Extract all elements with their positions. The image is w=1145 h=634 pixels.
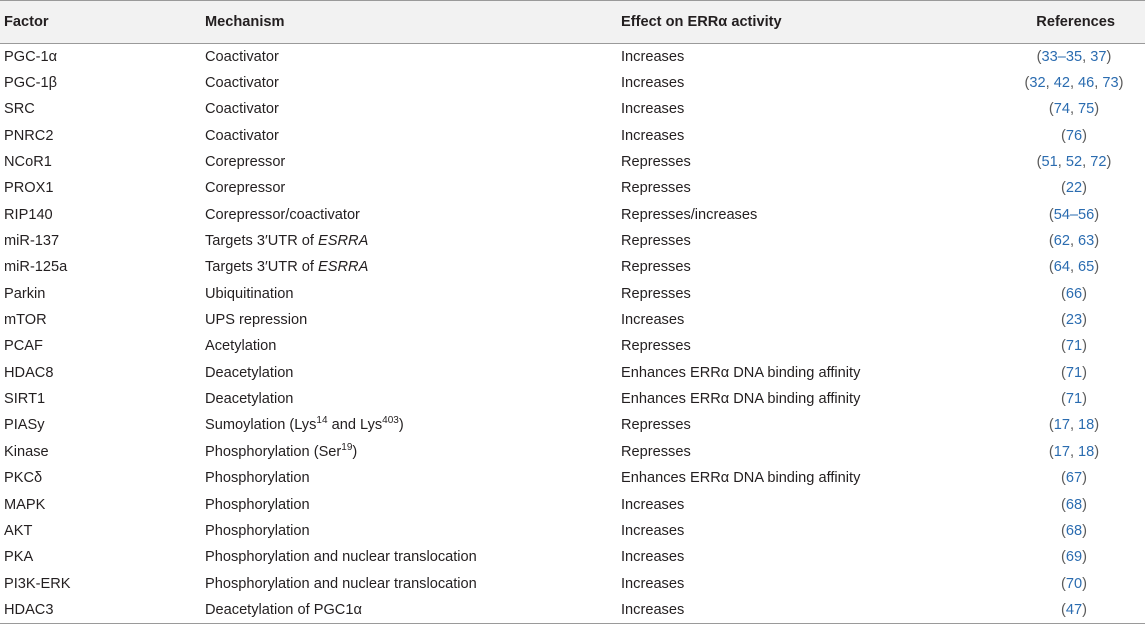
cell-effect: Enhances ERRα DNA binding affinity <box>621 391 861 408</box>
cell-references: (32, 42, 46, 73) <box>1024 75 1124 92</box>
header-mechanism: Mechanism <box>205 1 621 44</box>
table-row <box>0 175 1145 201</box>
cell-effect: Increases <box>621 575 685 592</box>
header-row <box>0 1 1145 44</box>
cell-references: (71) <box>1061 391 1087 408</box>
cell-mechanism: Coactivator <box>205 75 279 92</box>
reference-link[interactable]: 23 <box>1065 312 1083 329</box>
cell-mechanism: Corepressor <box>205 180 286 197</box>
cell-references: (68) <box>1061 522 1087 539</box>
table-row <box>0 228 1145 254</box>
reference-link[interactable]: 68 <box>1065 522 1083 539</box>
cell-factor: PIASy <box>4 417 45 434</box>
reference-link[interactable]: 71 <box>1065 364 1083 381</box>
table-row <box>0 465 1145 491</box>
cell-factor: HDAC8 <box>4 364 54 381</box>
cell-effect: Enhances ERRα DNA binding affinity <box>621 470 861 487</box>
cell-factor: SRC <box>4 101 35 118</box>
gene-name: ESRRA <box>318 259 369 276</box>
reference-link[interactable]: 75 <box>1078 101 1095 118</box>
cell-effect: Represses <box>621 443 691 460</box>
cell-references: (62, 63) <box>1048 233 1100 250</box>
cell-references: (17, 18) <box>1048 417 1100 434</box>
cell-factor: miR-137 <box>4 233 60 250</box>
cell-references: (22) <box>1061 180 1087 197</box>
cell-references: (64, 65) <box>1048 259 1100 276</box>
reference-link[interactable]: 51 <box>1041 154 1058 171</box>
table-row <box>0 570 1145 596</box>
cell-mechanism: Coactivator <box>205 127 279 144</box>
cell-mechanism: Phosphorylation and nuclear translocation <box>205 549 477 566</box>
cell-factor: Parkin <box>4 285 46 302</box>
cell-factor: PI3K-ERK <box>4 575 71 592</box>
cell-mechanism: Phosphorylation and nuclear translocation <box>205 575 477 592</box>
table-row <box>0 412 1145 438</box>
reference-link[interactable]: 46 <box>1078 75 1095 92</box>
cell-mechanism: Ubiquitination <box>205 285 294 302</box>
superscript: 403 <box>382 415 399 427</box>
cell-factor: PGC-1α <box>4 48 58 65</box>
cell-factor: miR-125a <box>4 259 68 276</box>
cell-factor: Kinase <box>4 443 49 460</box>
table-row <box>0 44 1145 70</box>
reference-link[interactable]: 68 <box>1065 496 1083 513</box>
cell-references: (76) <box>1061 127 1087 144</box>
cell-mechanism: Phosphorylation <box>205 496 310 513</box>
cell-factor: PKA <box>4 549 34 566</box>
cell-mechanism: Acetylation <box>205 338 277 355</box>
reference-link[interactable]: 22 <box>1065 180 1083 197</box>
cell-effect: Increases <box>621 48 685 65</box>
reference-link[interactable]: 37 <box>1090 48 1107 65</box>
reference-link[interactable]: 64 <box>1053 259 1070 276</box>
cell-references: (74, 75) <box>1048 101 1100 118</box>
cell-references: (68) <box>1061 496 1087 513</box>
reference-link[interactable]: 32 <box>1029 75 1046 92</box>
cell-effect: Increases <box>621 549 685 566</box>
table-row <box>0 96 1145 122</box>
cell-mechanism: Sumoylation (Lys$^{14}$ and Lys$^{403}$) <box>205 415 404 434</box>
cell-mechanism: Targets 3′UTR of ESRRA <box>205 259 369 276</box>
cell-references: (54–56) <box>1048 206 1100 223</box>
table-row <box>0 333 1145 359</box>
cell-references: (33–35, 37) <box>1036 48 1112 65</box>
reference-link[interactable]: 76 <box>1065 127 1083 144</box>
cell-references: (70) <box>1061 575 1087 592</box>
cell-effect: Represses <box>621 259 691 276</box>
reference-link[interactable]: 71 <box>1065 391 1083 408</box>
cell-references: (71) <box>1061 364 1087 381</box>
cell-mechanism: Coactivator <box>205 101 279 118</box>
cell-factor: PKCδ <box>4 470 43 487</box>
cell-factor: PNRC2 <box>4 127 54 144</box>
cell-references: (47) <box>1003 597 1145 623</box>
cell-factor: SIRT1 <box>4 391 46 408</box>
cell-effect: Increases <box>621 597 1003 623</box>
table-row <box>0 123 1145 149</box>
cell-effect: Increases <box>621 127 685 144</box>
superscript: 14 <box>316 415 328 427</box>
reference-link[interactable]: 52 <box>1065 154 1083 171</box>
cell-mechanism: UPS repression <box>205 312 308 329</box>
reference-link[interactable]: 62 <box>1053 233 1070 250</box>
reference-link[interactable]: 69 <box>1065 549 1083 566</box>
table-row <box>0 149 1145 175</box>
cell-factor: MAPK <box>4 496 46 513</box>
reference-link[interactable]: 65 <box>1078 259 1095 276</box>
reference-link[interactable]: 47 <box>1065 601 1083 618</box>
gene-name: ESRRA <box>318 233 369 250</box>
cell-mechanism: Targets 3′UTR of ESRRA <box>205 233 369 250</box>
cell-factor: PCAF <box>4 338 43 355</box>
reference-link[interactable]: 18 <box>1078 417 1095 434</box>
cell-factor: PGC-1β <box>4 75 57 92</box>
reference-link[interactable]: 54–56 <box>1053 206 1095 223</box>
cell-factor: NCoR1 <box>4 154 52 171</box>
cell-mechanism: Coactivator <box>205 48 279 65</box>
header-factor: Factor <box>0 1 205 44</box>
header-effect: Effect on ERRα activity <box>621 1 1003 44</box>
reference-link[interactable]: 70 <box>1065 575 1083 592</box>
cell-mechanism: Phosphorylation (Ser$^{19}$) <box>205 441 358 460</box>
table-row <box>0 386 1145 412</box>
reference-link[interactable]: 66 <box>1065 285 1083 302</box>
cell-factor: AKT <box>4 522 33 539</box>
cell-factor: RIP140 <box>4 206 53 223</box>
reference-link[interactable]: 67 <box>1065 470 1083 487</box>
cell-factor: mTOR <box>4 312 47 329</box>
cell-factor: HDAC3 <box>0 597 205 623</box>
table-row <box>0 491 1145 517</box>
table-row <box>0 70 1145 96</box>
cell-effect: Increases <box>621 522 685 539</box>
reference-link[interactable]: 18 <box>1078 443 1095 460</box>
table-row <box>0 281 1145 307</box>
table-row <box>0 360 1145 386</box>
superscript: 19 <box>341 441 353 453</box>
cell-mechanism: Deacetylation <box>205 391 294 408</box>
cell-effect: Represses <box>621 233 691 250</box>
cell-references: (67) <box>1061 470 1087 487</box>
header-references: References <box>1003 1 1145 44</box>
table-row <box>0 307 1145 333</box>
reference-link[interactable]: 73 <box>1102 75 1119 92</box>
cell-effect: Represses/increases <box>621 206 758 223</box>
reference-link[interactable]: 33–35 <box>1041 48 1083 65</box>
reference-link[interactable]: 63 <box>1078 233 1095 250</box>
cell-references: (17, 18) <box>1048 443 1100 460</box>
cell-mechanism: Deacetylation <box>205 364 294 381</box>
cell-effect: Represses <box>621 417 691 434</box>
cell-effect: Represses <box>621 154 691 171</box>
cell-effect: Increases <box>621 496 685 513</box>
cell-mechanism: Deacetylation of PGC1α <box>205 597 621 623</box>
cell-mechanism: Corepressor <box>205 154 286 171</box>
table-row <box>0 518 1145 544</box>
reference-link[interactable]: 17 <box>1053 417 1070 434</box>
cell-references: (66) <box>1061 285 1087 302</box>
cell-effect: Enhances ERRα DNA binding affinity <box>621 364 861 381</box>
reference-link[interactable]: 72 <box>1090 154 1107 171</box>
table-row <box>0 544 1145 570</box>
cell-references: (71) <box>1061 338 1087 355</box>
cell-references: (51, 52, 72) <box>1036 154 1112 171</box>
cell-effect: Increases <box>621 101 685 118</box>
table-body <box>0 44 1145 624</box>
reference-link[interactable]: 42 <box>1053 75 1070 92</box>
cell-effect: Increases <box>621 75 685 92</box>
table-header <box>0 1 1145 44</box>
cell-effect: Represses <box>621 180 691 197</box>
cell-mechanism: Corepressor/coactivator <box>205 206 360 223</box>
table-row <box>0 597 1145 623</box>
cell-effect: Represses <box>621 285 691 302</box>
table-row <box>0 439 1145 465</box>
table-row <box>0 202 1145 228</box>
reference-link[interactable]: 74 <box>1053 101 1070 118</box>
cell-mechanism: Phosphorylation <box>205 470 310 487</box>
table-row <box>0 254 1145 280</box>
reference-link[interactable]: 17 <box>1053 443 1070 460</box>
cell-effect: Represses <box>621 338 691 355</box>
cell-references: (69) <box>1061 549 1087 566</box>
cell-effect: Increases <box>621 312 685 329</box>
cell-references: (23) <box>1061 312 1087 329</box>
cell-mechanism: Phosphorylation <box>205 522 310 539</box>
cell-factor: PROX1 <box>4 180 54 197</box>
reference-link[interactable]: 71 <box>1065 338 1083 355</box>
